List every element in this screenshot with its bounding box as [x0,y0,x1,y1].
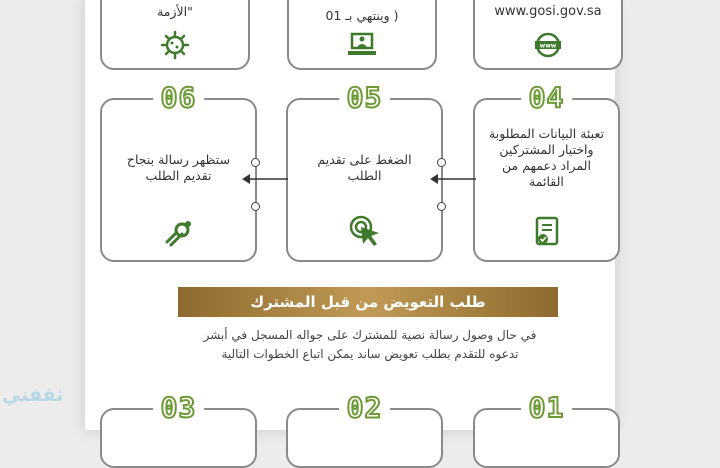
step-text: الضغط على تقديم الطلب [317,152,412,183]
site-watermark: ثقفني [2,384,64,406]
connector-dot [437,202,446,211]
step-text: تعبئة البيانات المطلوبة واختيار المشتركين المراد دعمهم من القائمة [489,126,604,189]
document-check-icon [532,216,562,248]
step-card-02 [286,391,443,468]
step-number: 01 [521,392,573,424]
step-card-03 [100,391,257,468]
svg-text:www: www [539,42,557,50]
connector-dot [251,158,260,167]
step-text: ستظهر رسالة بنجاح تقديم الطلب [126,152,231,183]
top-card-middle [287,0,437,70]
section-title-banner: طلب التعويض من قبل المشترك [178,287,558,317]
website-url: www.gosi.gov.sa [494,4,602,19]
section-description-line2: تدعوه للتقدم بطلب تعويض ساند يمكن اتباع الخطوات التالية [221,347,519,361]
connector-dot [437,158,446,167]
step-card-01 [473,391,620,468]
top-card-middle-text: وينتهي بـ 01 ) [325,8,399,23]
step-number: 06 [153,82,205,114]
top-card-left [100,0,250,70]
step-number: 04 [521,82,573,114]
step-card-05 [286,81,443,262]
flow-arrow [240,172,290,186]
handshake-icon [162,218,196,248]
connector-dot [251,202,260,211]
step-number: 02 [339,392,391,424]
virus-icon [160,30,190,60]
step-number: 03 [153,392,205,424]
www-globe-icon [532,30,564,60]
top-card-left-text: الأزمة" [157,4,193,19]
top-card-right [473,0,623,70]
step-card-06 [100,81,257,262]
flow-arrow [428,172,478,186]
step-number: 05 [339,82,391,114]
cursor-click-icon [348,214,382,248]
step-card-04 [473,81,620,262]
section-description-line1: في حال وصول رسالة نصية للمشترك على جواله المسجل في أبشر [203,328,537,342]
laptop-user-icon [346,30,378,60]
